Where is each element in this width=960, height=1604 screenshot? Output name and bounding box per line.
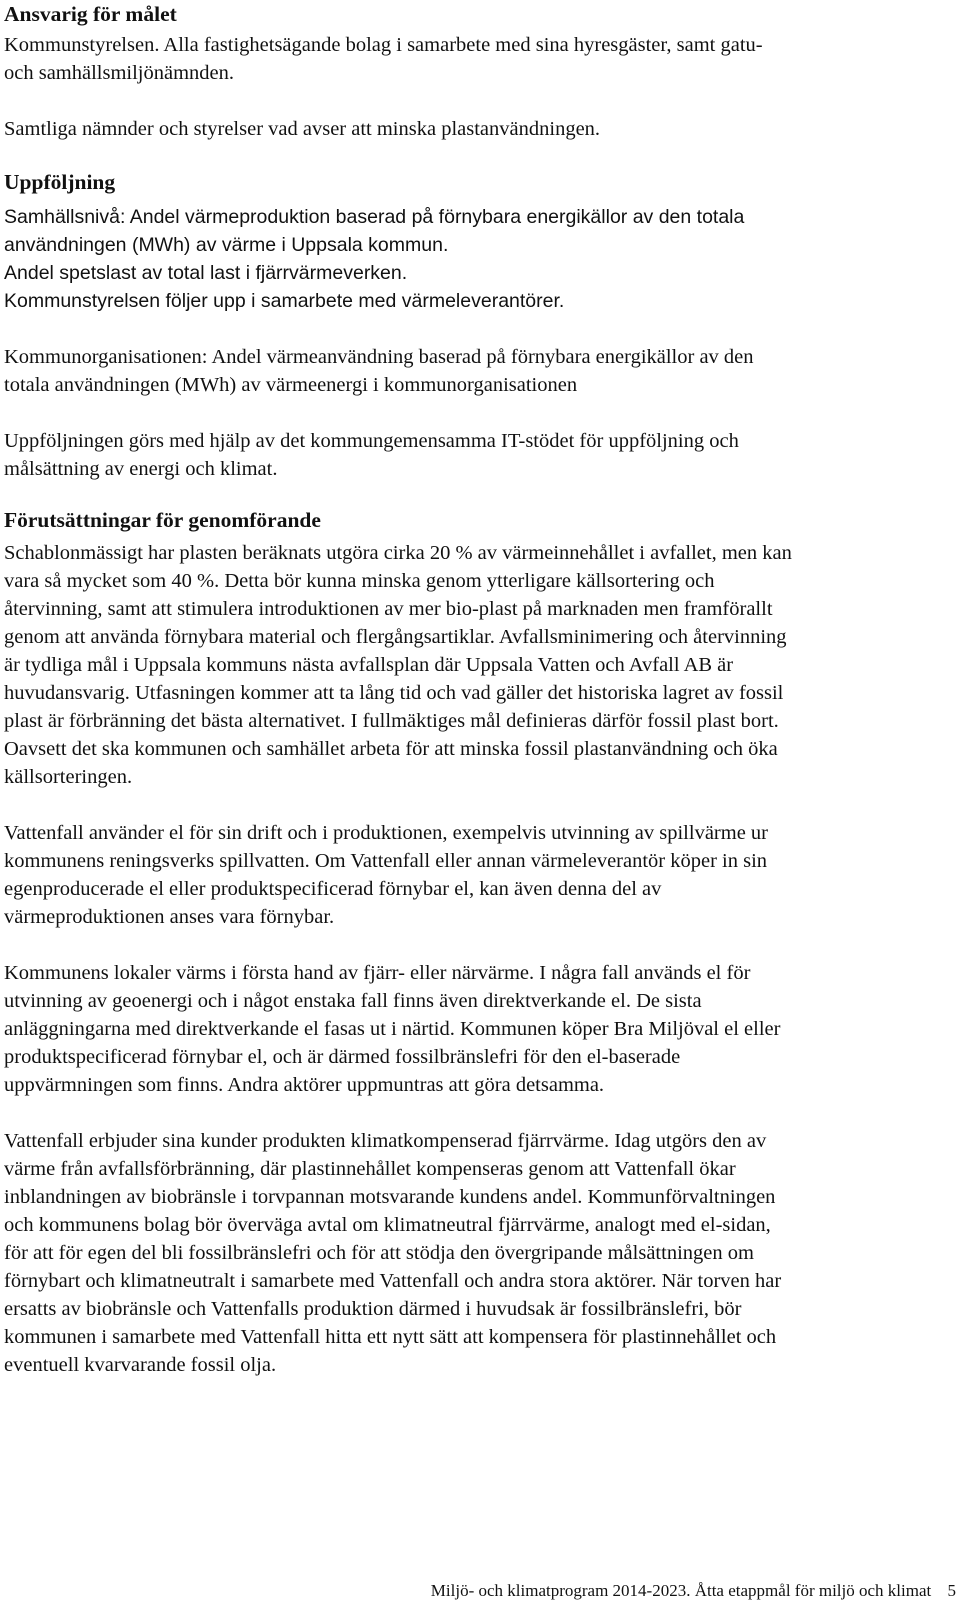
paragraph-prerequisites-1: Schablonmässigt har plasten beräknats utgöra cirka 20 % av värmeinnehållet i avfallet, men kan vara så mycket som 40 %. Detta bör kunna minska genom ytterligare källsortering och återvinning, samt att stimulera introduktionen av mer bio-plast på marknaden men framförallt genom att använda förnybara material och flergångsartiklar. Avfallsminimering och återvinning är tydliga mål i Uppsala kommuns nästa avfallsplan där Uppsala Vatten och Avfall AB är huvudansvarig. Utfasningen kommer att ta lång tid och vad gäller det historiska lagret av fossil plast är förbränning det bästa alternativet. I fullmäktiges mål definieras därför fossil plast bort. Oavsett det ska kommunen och samhället arbeta för att minska fossil plastanvändning och öka källsorteringen. bbox=[4, 542, 792, 788]
paragraph-prerequisites-2: Vattenfall använder el för sin drift och i produktionen, exempelvis utvinning av spillvärme ur kommunens reningsverks spillvatten. Om Vattenfall eller annan värmeleverantör köper in sin egenproducerade el eller produktspecificerad förnybar el, kan även denna del av värmeproduktionen anses vara förnybar. bbox=[4, 822, 768, 928]
paragraph-responsible-2: Samtliga nämnder och styrelser vad avser att minska plastanvändningen. bbox=[4, 118, 601, 140]
section-followup bbox=[4, 168, 754, 483]
section-prerequisites bbox=[4, 506, 792, 1379]
heading-followup: Uppföljning bbox=[4, 170, 116, 194]
heading-responsible: Ansvarig för målet bbox=[4, 2, 177, 26]
paragraph-prerequisites-3: Kommunens lokaler värms i första hand av fjärr- eller närvärme. I några fall används el för utvinning av geoenergi och i något enstaka fall finns även direktverkande el. De sista anläggningarna med direktverkande el fasas ut i närtid. Kommunen köper Bra Miljöval el eller produktspecificerad förnybar el, och är därmed fossilbränslefri för den el-baserade uppvärmningen som finns. Andra aktörer uppmuntras att göra detsamma. bbox=[4, 962, 781, 1096]
paragraph-prerequisites-4: Vattenfall erbjuder sina kunder produkten klimatkompenserad fjärrvärme. Idag utgörs den av värme från avfallsförbränning, där plastinnehållet kompenseras genom att Vattenfall ökar inblandningen av biobränsle i torvpannan motsvarande kundens andel. Kommunförvaltningen och kommunens bolag bör överväga avtal om klimatneutral fjärrvärme, analogt med el-sidan, för att för egen del bli fossilbränslefri och för att stödja den övergripande målsättningen om förnybart och klimatneutralt i samarbete med Vattenfall och andra stora aktörer. När torven har ersatts av biobränsle och Vattenfalls produktion därmed i huvudsak är fossilbränslefri, bör kommunen i samarbete med Vattenfall hitta ett nytt sätt att kompensera för plastinnehållet och eventuell kvarvarande fossil olja. bbox=[4, 1130, 782, 1376]
section-responsible bbox=[4, 0, 763, 143]
paragraph-followup-2: Kommunorganisationen: Andel värmeanvändning baserad på förnybara energikällor av den totala användningen (MWh) av värmeenergi i kommunorganisationen bbox=[4, 346, 754, 396]
heading-prerequisites: Förutsättningar för genomförande bbox=[4, 508, 321, 532]
paragraph-responsible-1: Kommunstyrelsen. Alla fastighetsägande bolag i samarbete med sina hyresgäster, samt gatu- och samhällsmiljönämnden. bbox=[4, 34, 763, 84]
page-footer bbox=[431, 1580, 956, 1602]
paragraph-followup-1: Samhällsnivå: Andel värmeproduktion baserad på förnybara energikällor av den totala användningen (MWh) av värme i Uppsala kommun. Andel spetslast av total last i fjärrvärmeverken. Kommunstyrelsen följer upp i samarbete med värmeleverantörer. bbox=[4, 206, 745, 312]
footer-text: Miljö- och klimatprogram 2014-2023. Åtta etappmål för miljö och klimat bbox=[430, 1581, 932, 1600]
paragraph-followup-3: Uppföljningen görs med hjälp av det kommungemensamma IT-stödet för uppföljning och målsättning av energi och klimat. bbox=[4, 430, 739, 480]
page-number: 5 bbox=[947, 1581, 956, 1600]
